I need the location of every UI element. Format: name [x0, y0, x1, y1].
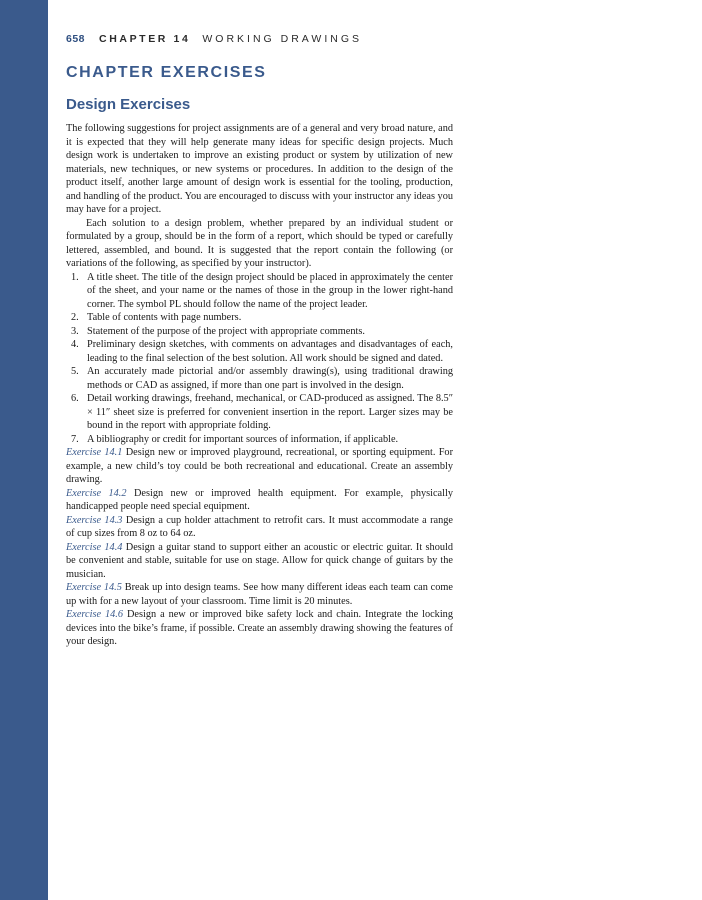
section-title: CHAPTER EXERCISES	[66, 64, 267, 81]
list-item	[66, 365, 453, 392]
list-item	[66, 311, 453, 325]
list-item-number: 5.	[71, 366, 79, 377]
exercise-label: Exercise 14.6	[66, 609, 124, 620]
list-item-text: A title sheet. The title of the design project should be placed in approximately the center of the sheet, and your name or the names of those in the group in the lower right-hand corner. The symbol PL should follow the name of the project leader.	[87, 271, 453, 310]
exercise-text: Design new or improved health equipment. For example, physically handicapped people need special equipment.	[66, 487, 453, 512]
list-item	[66, 433, 453, 447]
intro-paragraph: Each solution to a design problem, whether prepared by an individual student or formulated by a group, should be in the form of a report, which should be typed or carefully lettered, assembled, and bound. It is suggested that the report contain the following (or variations of the following, as specified by your instructor).	[66, 217, 453, 269]
running-header	[66, 33, 362, 45]
list-item-text: An accurately made pictorial and/or assembly drawing(s), using traditional drawing methods or CAD as assigned, if more than one part is involved in the design.	[87, 366, 453, 391]
exercise-label: Exercise 14.1	[66, 447, 123, 458]
exercise-text: Break up into design teams. See how many different ideas each team can come up with for a new layout of your classroom. Time limit is 20 minutes.	[66, 582, 453, 607]
exercise-text: Design new or improved playground, recreational, or sporting equipment. For example, a new child’s toy could be both recreational and educational. Create an assembly drawing.	[66, 447, 453, 485]
list-item-text: Preliminary design sketches, with comments on advantages and disadvantages of each, leading to the final selection of the best solution. All work should be signed and dated.	[87, 339, 453, 364]
exercise-14-5	[66, 581, 453, 608]
list-item	[66, 325, 453, 339]
exercise-text: Design a cup holder attachment to retrofit cars. It must accommodate a range of cup sizes from 8 oz to 64 oz.	[66, 514, 453, 539]
left-margin-band	[0, 0, 48, 900]
list-item	[66, 338, 453, 365]
exercise-14-4	[66, 541, 453, 582]
list-item-text: Table of contents with page numbers.	[87, 312, 242, 323]
list-item	[66, 392, 453, 433]
page-body	[66, 122, 453, 649]
list-item-text: A bibliography or credit for important sources of information, if applicable.	[87, 433, 399, 445]
list-item-number: 7.	[71, 433, 79, 445]
exercise-label: Exercise 14.4	[66, 541, 123, 553]
subsection-title: Design Exercises	[66, 96, 191, 113]
exercise-14-3	[66, 514, 453, 541]
exercise-label: Exercise 14.3	[66, 514, 123, 526]
list-item-text: Detail working drawings, freehand, mechanical, or CAD-produced as assigned. The 8.5″ × 11″ sheet size is preferred for convenient insertion in the report. Larger sizes may be bound in the report with appropriate folding.	[87, 393, 453, 431]
chapter-label: CHAPTER 14	[99, 33, 191, 45]
report-contents-list	[66, 271, 453, 447]
exercise-label: Exercise 14.2	[66, 487, 127, 499]
list-item-number: 2.	[71, 312, 79, 323]
list-item	[66, 271, 453, 312]
list-item-number: 6.	[71, 393, 79, 404]
exercise-text: Design a new or improved bike safety lock and chain. Integrate the locking devices into the bike’s frame, if possible. Create an assembly drawing showing the features of your design.	[66, 609, 453, 647]
exercise-text: Design a guitar stand to support either an acoustic or electric guitar. It should be convenient and stable, suitable for use on stage. Allow for quick change of guitars by the musician.	[66, 541, 453, 580]
exercise-14-2	[66, 487, 453, 514]
list-item-number: 1.	[71, 271, 79, 283]
list-item-number: 4.	[71, 339, 79, 350]
intro-paragraph: The following suggestions for project assignments are of a general and very broad nature, and it is expected that they will help generate many ideas for specific design projects. Much design work is undertaken to improve an existing product or system by utilization of new materials, new techniques, or new systems or procedures. In addition to the design of the product itself, another large amount of design work is essential for the tooling, production, and handling of the product. You are encouraged to discuss with your instructor any ideas you may have for a project.	[66, 123, 453, 215]
list-item-text: Statement of the purpose of the project with appropriate comments.	[87, 325, 365, 337]
exercise-14-1	[66, 446, 453, 487]
exercise-label: Exercise 14.5	[66, 582, 122, 593]
list-item-number: 3.	[71, 325, 79, 337]
page-number: 658	[66, 33, 86, 45]
chapter-title: WORKING DRAWINGS	[202, 33, 362, 45]
exercise-14-6	[66, 608, 453, 649]
